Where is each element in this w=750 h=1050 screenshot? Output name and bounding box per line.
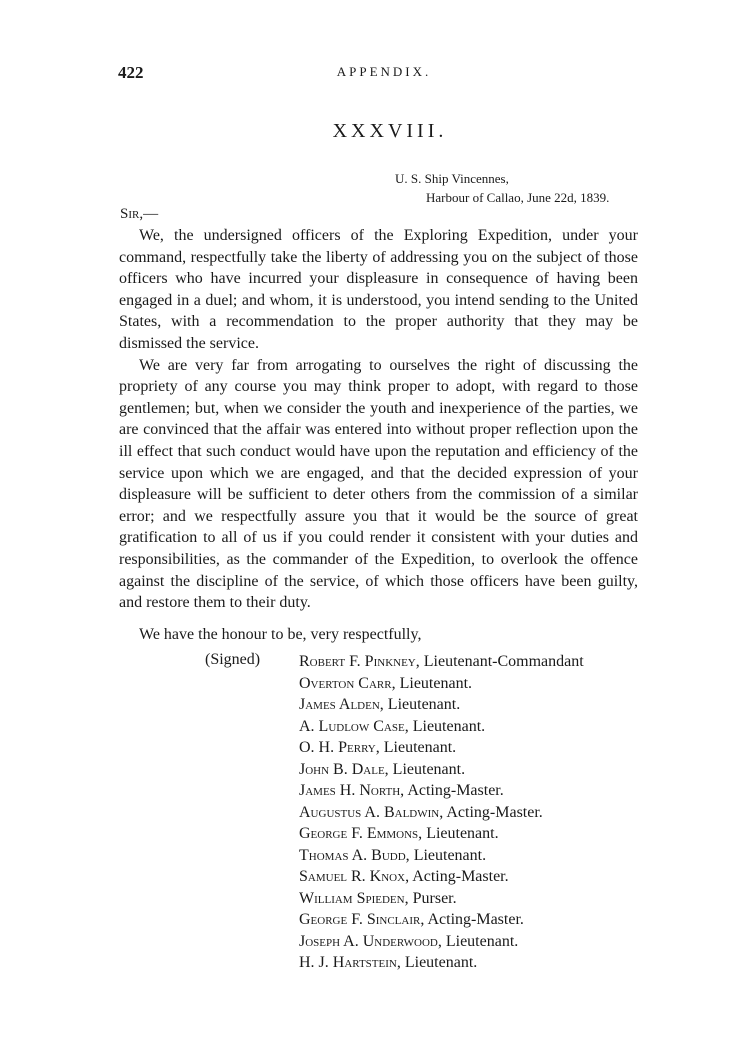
letter-body xyxy=(119,225,638,614)
signatory xyxy=(299,802,584,824)
signatory-name: George F. Sinclair, xyxy=(299,911,425,928)
signatory xyxy=(299,780,584,802)
section-title: XXXVIII. xyxy=(332,120,448,142)
signatory-rank: Lieutenant. xyxy=(445,932,519,950)
signatory-rank: Lieutenant. xyxy=(387,696,461,713)
signatory-name: H. J. Hartstein, xyxy=(299,954,401,971)
signatory xyxy=(299,651,584,673)
signatory-name: Overton Carr, xyxy=(299,674,396,692)
signatory-rank: Lieutenant-Commandant xyxy=(423,653,584,670)
signatory-rank: Acting-Master. xyxy=(407,782,504,799)
signatory xyxy=(299,888,584,910)
signatory xyxy=(299,737,584,759)
signatory-rank: Purser. xyxy=(412,889,457,907)
signatory xyxy=(299,866,584,888)
signatory-name: James Alden, xyxy=(299,696,384,713)
closing-line: We have the honour to be, very respectfully, xyxy=(139,626,422,643)
signatory-rank: Lieutenant. xyxy=(404,954,478,971)
signatory-name: O. H. Perry, xyxy=(299,739,380,756)
signatory-rank: Lieutenant. xyxy=(412,717,486,735)
paragraph: We are very far from arrogating to ourselves the right of discussing the propriety of any course you may think proper to adopt, with regard to those gentlemen; but, when we consider the youth and inexperience of the parties, we are convinced that the affair was entered into without proper reflection upon the ill effect that such conduct would have upon the reputation and efficiency of the service upon which we are engaged, and that the decided expression of your displeasure will be sufficient to deter others from the commission of a similar error; and we respectfully assure you that it would be the source of great gratification to all of us if you could render it consistent with your duties and responsibilities, as the commander of the Expedition, to overlook the offence against the discipline of the service, of which those officers have been guilty, and restore them to their duty. xyxy=(119,356,638,612)
signatory-name: A. Ludlow Case, xyxy=(299,717,409,735)
signatory-rank: Acting-Master. xyxy=(412,868,509,885)
dateline-ship: U. S. Ship Vincennes, xyxy=(395,171,509,186)
signed-label: (Signed) xyxy=(205,651,261,668)
signatory-rank: Lieutenant. xyxy=(426,825,499,842)
signatory-name: Robert F. Pinkney, xyxy=(299,653,420,670)
signatory-name: Samuel R. Knox, xyxy=(299,868,410,885)
signatory xyxy=(299,931,584,953)
page-number: 422 xyxy=(118,63,144,82)
signatory-name: Joseph A. Underwood, xyxy=(299,932,442,950)
signatory xyxy=(299,909,584,931)
signatory xyxy=(299,845,584,867)
signatory-list xyxy=(299,651,584,974)
signatory xyxy=(299,694,584,716)
salutation: Sir,— xyxy=(120,206,159,222)
signatory xyxy=(299,952,584,974)
signatory xyxy=(299,673,584,695)
signatory xyxy=(299,823,584,845)
running-head: APPENDIX. xyxy=(336,64,432,79)
signatory-name: John B. Dale, xyxy=(299,760,389,778)
signatory-name: Thomas A. Budd, xyxy=(299,846,410,864)
signatory xyxy=(299,759,584,781)
signatory xyxy=(299,716,584,738)
signatory-rank: Lieutenant. xyxy=(413,846,487,864)
signatory-name: George F. Emmons, xyxy=(299,825,423,842)
dateline-place-date: Harbour of Callao, June 22d, 1839. xyxy=(426,190,610,205)
signatory-rank: Lieutenant. xyxy=(383,739,457,756)
signatory-rank: Acting-Master. xyxy=(446,803,543,821)
signatory-rank: Lieutenant. xyxy=(392,760,466,778)
paragraph: We, the undersigned officers of the Exploring Expedition, under your command, respectfully take the liberty of addressing you on the subject of those officers who have incurred your displeasure in consequence of having been engaged in a duel; and whom, it is understood, you intend sending to the United States, with a recommendation to the proper authority that they may be dismissed the service. xyxy=(119,227,638,352)
signatory-name: James H. North, xyxy=(299,782,405,799)
signatory-rank: Lieutenant. xyxy=(399,674,473,692)
signatory-name: Augustus A. Baldwin, xyxy=(299,803,444,821)
signatory-rank: Acting-Master. xyxy=(427,911,524,928)
signatory-name: William Spieden, xyxy=(299,889,409,907)
